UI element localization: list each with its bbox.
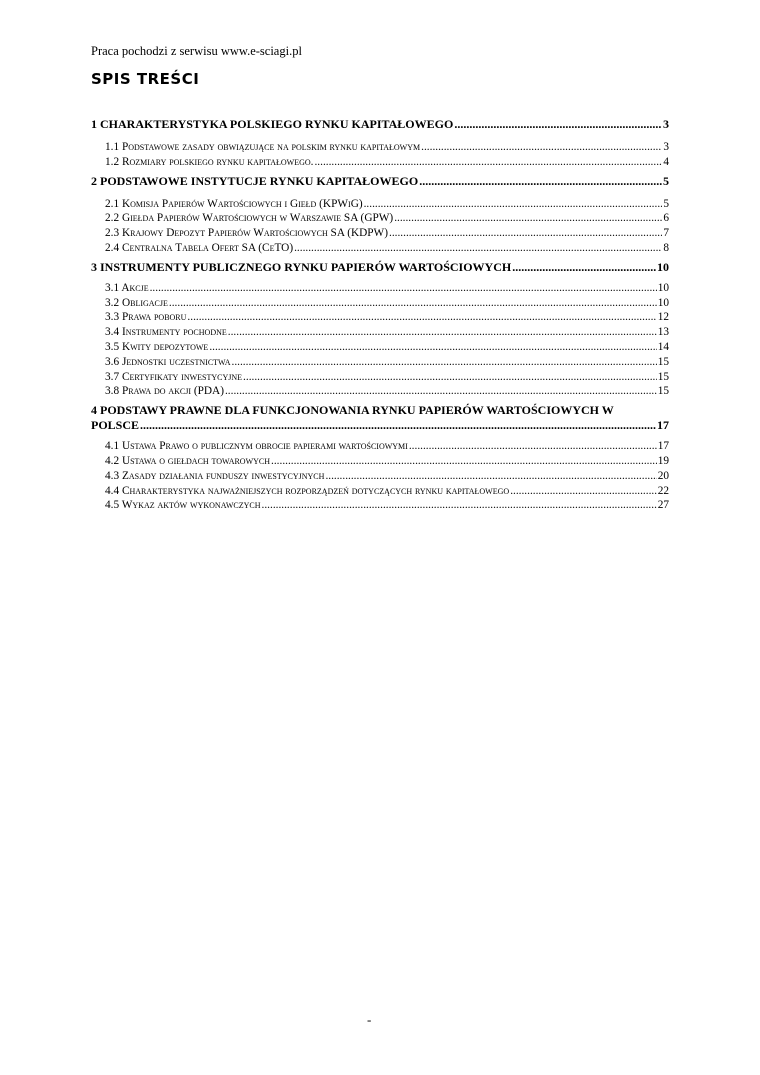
toc-leader-dots <box>389 226 662 241</box>
toc-leader-dots <box>232 355 657 370</box>
toc-leader-dots <box>421 140 662 155</box>
toc-page-number: 22 <box>657 484 669 497</box>
toc-entry-label: 4.2 Ustawa o giełdach towarowych <box>105 454 271 467</box>
toc-section[interactable] <box>91 241 669 256</box>
toc-page-number: 15 <box>657 355 669 368</box>
toc-page-number: 13 <box>657 326 669 339</box>
toc-leader-dots <box>228 325 657 340</box>
toc-leader-dots <box>512 259 656 275</box>
toc-page-number: 5 <box>663 173 669 188</box>
toc-entry-label: 4.1 Ustawa Prawo o publicznym obrocie papierami wartościowymi <box>105 440 408 453</box>
toc-leader-dots <box>364 197 663 212</box>
toc-chapter[interactable] <box>91 173 669 189</box>
toc-page-number: 4 <box>663 155 669 168</box>
toc-section[interactable] <box>91 370 669 385</box>
toc-section[interactable] <box>91 384 669 399</box>
toc-section[interactable] <box>91 140 669 155</box>
toc-entry-label: 3.6 Jednostki uczestnictwa <box>105 355 231 368</box>
toc-section[interactable] <box>91 310 669 325</box>
toc-section[interactable] <box>91 281 669 296</box>
page-header: Praca pochodzi z serwisu www.e-sciagi.pl <box>91 44 302 58</box>
toc-page-number: 14 <box>657 340 669 353</box>
toc-page-number: 17 <box>657 418 669 433</box>
toc-section[interactable] <box>91 498 669 513</box>
toc-entry-label: 2.1 Komisja Papierów Wartościowych i Giełd (KPWiG) <box>105 197 363 210</box>
toc-leader-dots <box>325 469 656 484</box>
toc-leader-dots <box>169 296 657 311</box>
toc-section[interactable] <box>91 340 669 355</box>
toc-page-number: 7 <box>663 227 669 240</box>
toc-page-number: 15 <box>657 370 669 383</box>
toc-section[interactable] <box>91 484 669 499</box>
toc-chapter[interactable] <box>91 116 669 132</box>
toc-entry-label: 3.1 Akcje <box>105 281 149 294</box>
toc-section[interactable] <box>91 454 669 469</box>
toc-entry-label: 1.2 Rozmiary polskiego rynku kapitałowego. <box>105 155 314 168</box>
toc-entry-label: 2.3 Krajowy Depozyt Papierów Wartościowych SA (KDPW) <box>105 227 388 240</box>
toc-page-number: 3 <box>663 141 669 153</box>
toc-page-number: 19 <box>657 454 669 467</box>
toc-entry-label: 3.5 Kwity depozytowe <box>105 340 209 353</box>
toc-entry-label: 4.3 Zasady działania funduszy inwestycyjnych <box>105 469 325 482</box>
toc-page-number: 3 <box>663 117 669 131</box>
toc-leader-dots <box>510 484 657 499</box>
toc-entry-label: 3.3 Prawa poboru <box>105 311 187 324</box>
toc-chapter[interactable] <box>91 259 669 275</box>
toc-page-number: 12 <box>657 311 669 324</box>
toc-section[interactable] <box>91 211 669 226</box>
toc-entry-label: 4.4 Charakterystyka najważniejszych rozporządzeń dotyczących rynku kapitałowego <box>105 484 510 497</box>
toc-section[interactable] <box>91 469 669 484</box>
toc-section[interactable] <box>91 325 669 340</box>
toc-leader-dots <box>419 173 662 189</box>
toc-entry-label: 3.2 Obligacje <box>105 296 168 309</box>
toc-leader-dots <box>262 498 657 513</box>
toc-leader-dots <box>409 439 657 454</box>
toc-entry-label: 2 PODSTAWOWE INSTYTUCJE RYNKU KAPITAŁOWEGO <box>91 173 419 188</box>
page-title: SPIS TREŚCI <box>91 70 200 88</box>
toc-leader-dots <box>271 454 657 469</box>
toc-page-number: 10 <box>657 259 669 274</box>
toc-entry-label: 1.1 Podstawowe zasady obwiązujące na polskim rynku kapitałowym <box>105 141 421 153</box>
toc-leader-dots <box>394 211 662 226</box>
toc-entry-label: 4 PODSTAWY PRAWNE DLA FUNKCJONOWANIA RYNKU PAPIERÓW WARTOŚCIOWYCH W <box>91 403 614 418</box>
toc-section[interactable] <box>91 355 669 370</box>
toc-page-number: 8 <box>663 241 669 254</box>
toc-entry-label: 4.5 Wykaz aktów wykonawczych <box>105 499 261 512</box>
toc-entry-label: 3.4 Instrumenty pochodne <box>105 326 227 339</box>
page-footer-marker: - <box>367 1012 372 1027</box>
toc-section[interactable] <box>91 226 669 241</box>
toc-entry-label: 3 INSTRUMENTY PUBLICZNEGO RYNKU PAPIERÓW WARTOŚCIOWYCH <box>91 259 512 274</box>
toc-leader-dots <box>150 281 657 296</box>
toc-entry-label: 2.4 Centralna Tabela Ofert SA (CeTO) <box>105 241 294 254</box>
toc-entry-label: 3.8 Prawa do akcji (PDA) <box>105 385 224 398</box>
toc-page-number: 17 <box>657 440 669 453</box>
toc-section[interactable] <box>91 296 669 311</box>
toc-page-number: 20 <box>657 469 669 482</box>
toc-section[interactable] <box>91 197 669 212</box>
toc-leader-dots <box>140 418 656 433</box>
toc-page-number: 27 <box>657 499 669 512</box>
toc-leader-dots <box>187 310 656 325</box>
toc-entry-label: 1 CHARAKTERYSTYKA POLSKIEGO RYNKU KAPITAŁOWEGO <box>91 117 454 131</box>
toc-chapter[interactable] <box>91 403 669 433</box>
toc-page-number: 10 <box>657 296 669 309</box>
toc-entry-label: 2.2 Giełda Papierów Wartościowych w Warszawie SA (GPW) <box>105 212 394 225</box>
toc-leader-dots <box>209 340 656 355</box>
table-of-contents <box>91 116 669 513</box>
toc-page-number: 5 <box>663 197 669 210</box>
toc-section[interactable] <box>91 439 669 454</box>
toc-page-number: 10 <box>657 281 669 294</box>
toc-leader-dots <box>294 241 662 256</box>
toc-entry-label: 3.7 Certyfikaty inwestycyjne <box>105 370 243 383</box>
toc-page-number: 6 <box>663 212 669 225</box>
toc-leader-dots <box>225 384 657 399</box>
toc-leader-dots <box>314 155 662 170</box>
toc-leader-dots <box>454 116 662 132</box>
toc-entry-label-continued: POLSCE <box>91 418 140 433</box>
toc-page-number: 15 <box>657 385 669 398</box>
toc-leader-dots <box>243 370 657 385</box>
toc-section[interactable] <box>91 155 669 170</box>
